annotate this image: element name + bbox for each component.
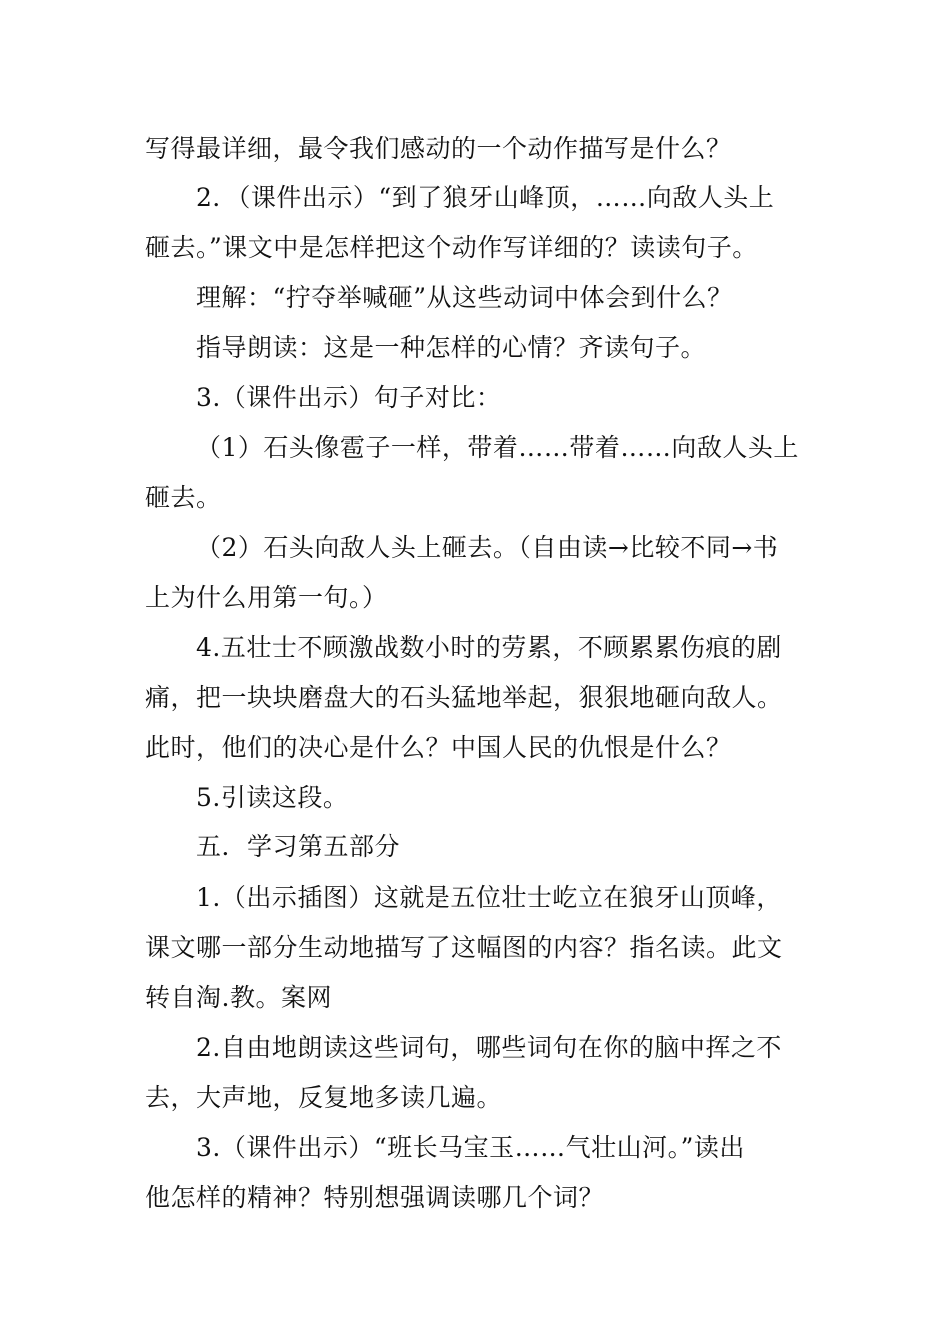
text-line: （2）石头向敌人头上砸去。（自由读→比较不同→书 — [196, 533, 779, 562]
text-line: 课文哪一部分生动地描写了这幅图的内容？指名读。此文 — [145, 933, 783, 962]
text-line: 1.（出示插图）这就是五位壮士屹立在狼牙山顶峰， — [196, 883, 782, 912]
text-line: 5.引读这段。 — [196, 783, 349, 812]
text-line: 4.五壮士不顾激战数小时的劳累，不顾累累伤痕的剧 — [196, 633, 782, 662]
text-line: 2．（课件出示）“到了狼牙山峰顶，……向敌人头上 — [196, 183, 775, 212]
text-line: 此时，他们的决心是什么？中国人民的仇恨是什么？ — [145, 733, 732, 762]
text-line: 3.（课件出示）“班长马宝玉……气壮山河。”读出 — [196, 1133, 745, 1162]
text-line: 2.自由地朗读这些词句，哪些词句在你的脑中挥之不 — [196, 1033, 782, 1062]
section-heading: 五．学习第五部分 — [196, 832, 401, 861]
text-line: 砸去。”课文中是怎样把这个动作写详细的？读读句子。 — [145, 233, 758, 262]
text-line: 他怎样的精神？特别想强调读哪几个词？ — [145, 1183, 605, 1212]
text-line: 3.（课件出示）句子对比： — [196, 383, 502, 412]
text-line: （1）石头像雹子一样，带着……带着……向敌人头上 — [196, 433, 799, 462]
text-line: 痛，把一块块磨盘大的石头猛地举起，狠狠地砸向敌人。 — [145, 683, 783, 712]
text-line: 指导朗读：这是一种怎样的心情？齐读句子。 — [196, 333, 707, 362]
text-line: 砸去。 — [145, 483, 222, 512]
text-line: 理解：“拧夺举喊砸”从这些动词中体会到什么？ — [196, 283, 733, 312]
text-line: 转自淘.教。案网 — [145, 983, 332, 1012]
text-line: 写得最详细，最令我们感动的一个动作描写是什么？ — [145, 134, 732, 163]
text-line: 上为什么用第一句。） — [145, 583, 388, 612]
text-line: 去，大声地，反复地多读几遍。 — [145, 1083, 503, 1112]
